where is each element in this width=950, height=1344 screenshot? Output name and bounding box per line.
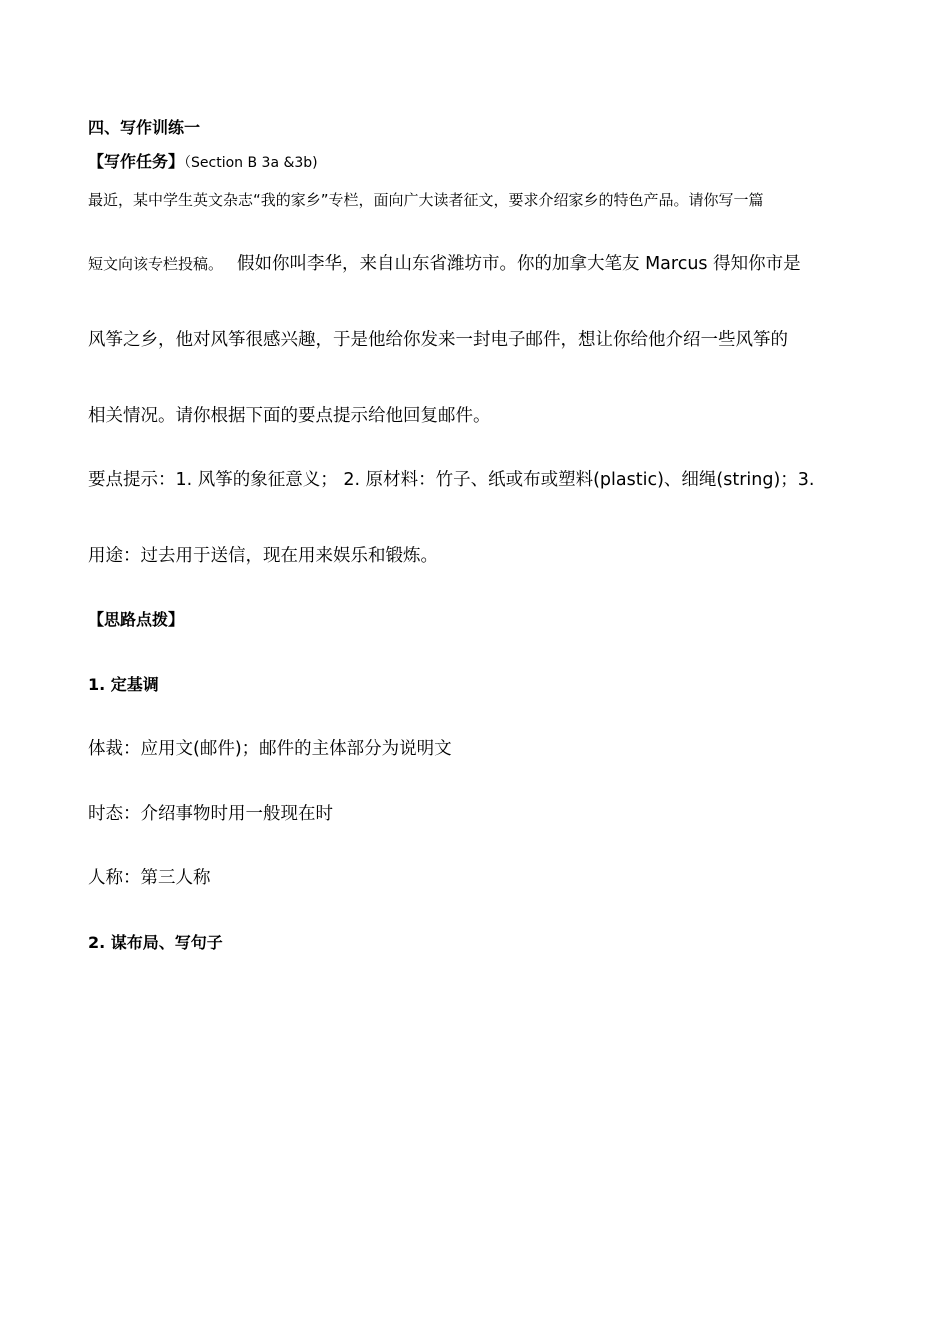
step1-person: 人称：第三人称 xyxy=(88,868,211,888)
paragraph-line-1: 最近，某中学生英文杂志“我的家乡”专栏，面向广大读者征文，要求介绍家乡的特色产品。请你写一篇 xyxy=(88,191,764,209)
hint-header: 【思路点拨】 xyxy=(88,610,185,629)
paragraph-line-2 xyxy=(88,256,801,274)
task-source: （Section B 3a &3b) xyxy=(184,155,318,171)
paragraph-line-4: 相关情况。请你根据下面的要点提示给他回复邮件。 xyxy=(88,406,491,426)
step1-genre: 体裁：应用文(邮件)；邮件的主体部分为说明文 xyxy=(88,739,452,759)
section-title: 四、写作训练一 xyxy=(88,118,201,137)
paragraph-line-3: 风筝之乡，他对风筝很感兴趣，于是他给你发来一封电子邮件，想让你给他介绍一些风筝的 xyxy=(88,330,788,350)
paragraph-line-2b: 假如你叫李华，来自山东省潍坊市。你的加拿大笔友 Marcus 得知你市是 xyxy=(237,254,801,274)
paragraph-line-2a: 短文向该专栏投稿。 xyxy=(88,255,224,273)
key-points-line: 要点提示：1. 风筝的象征意义； 2. 原材料：竹子、纸或布或塑料(plastic)、细绳(string)；3. xyxy=(88,470,815,490)
key-points-usage-line: 用途：过去用于送信，现在用来娱乐和锻炼。 xyxy=(88,546,438,566)
task-heading xyxy=(88,154,318,170)
step2-title: 2. 谋布局、写句子 xyxy=(88,933,223,952)
step1-tense: 时态：介绍事物时用一般现在时 xyxy=(88,804,333,824)
task-label: 【写作任务】 xyxy=(88,152,185,171)
step1-title: 1. 定基调 xyxy=(88,675,159,694)
